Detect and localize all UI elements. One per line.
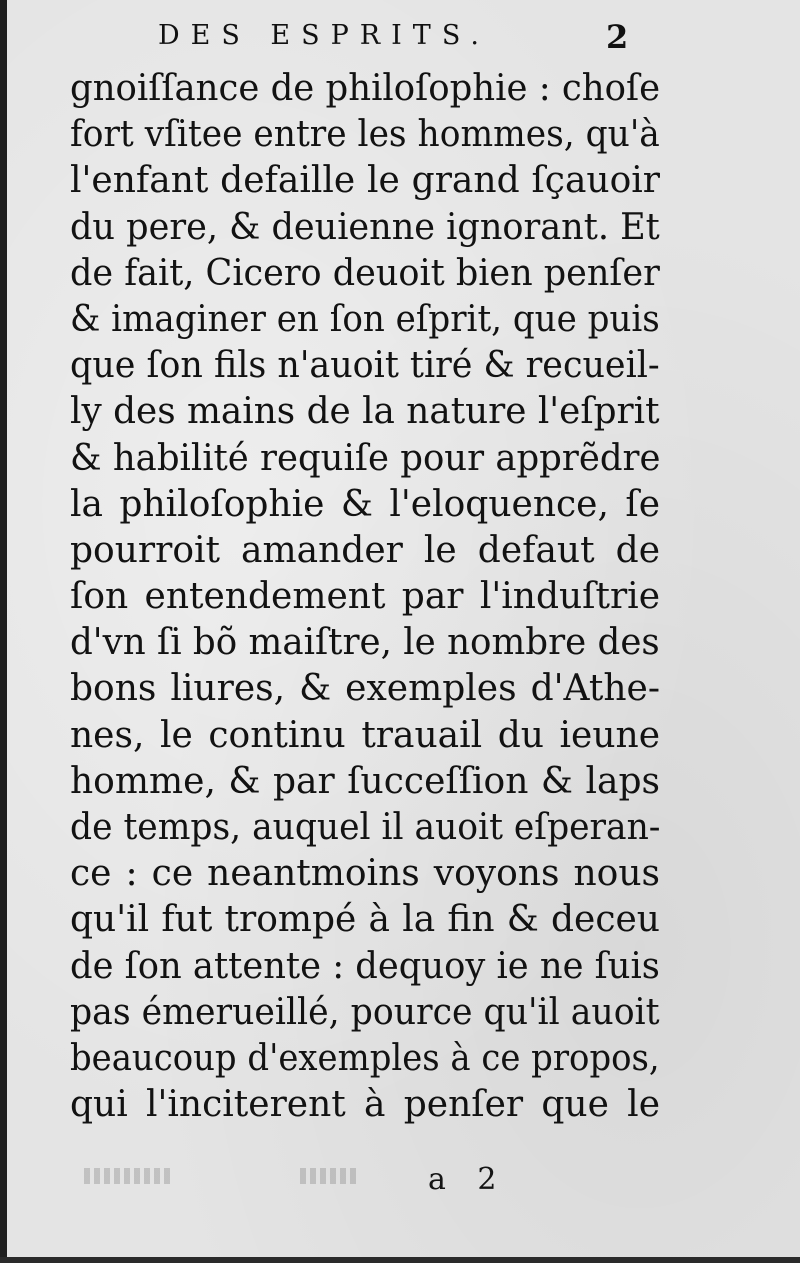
- text-line: ſon entendement par l'induſtrie: [70, 576, 660, 618]
- text-line: & imaginer en ſon eſprit, que puis: [70, 298, 660, 340]
- page-number: 2: [606, 18, 629, 56]
- text-line: de temps, auquel il auoit eſperan-: [70, 807, 661, 848]
- text-line: pas émerueillé, pource qu'il auoit: [70, 991, 660, 1033]
- page-header: [0, 18, 800, 58]
- text-line: beaucoup d'exemples à ce propos,: [70, 1037, 660, 1079]
- text-line: qu'il fut trompé à la fin & deceu: [70, 899, 660, 941]
- signature-mark: a 2: [428, 1162, 497, 1197]
- show-through-text: [300, 1168, 360, 1184]
- running-head: DES ESPRITS.: [158, 20, 490, 51]
- text-line: d'vn ſi bõ maiſtre, le nombre des: [70, 622, 660, 664]
- text-line: & habilité requiſe pour apprẽdre: [70, 437, 661, 479]
- text-line: de ſon attente : dequoy ie ne ſuis: [70, 945, 660, 987]
- text-line: nes, le continu trauail du ieune: [70, 714, 660, 756]
- show-through-text: [84, 1168, 174, 1184]
- page-edge-shadow: [0, 0, 7, 1263]
- text-line: ly des mains de la nature l'eſprit: [70, 391, 660, 433]
- text-line: homme, & par ſucceſſion & laps: [70, 760, 660, 802]
- text-line: du pere, & deuienne ignorant. Et: [70, 206, 660, 248]
- text-line: de fait, Cicero deuoit bien penſer: [70, 252, 660, 294]
- text-line: pourroit amander le defaut de: [70, 529, 660, 571]
- text-line: l'enfant defaille le grand ſçauoir: [70, 160, 660, 202]
- text-line: bons liures, & exemples d'Athe-: [70, 668, 660, 710]
- text-line: que ſon fils n'auoit tiré & recueil-: [70, 345, 660, 387]
- text-line: fort vſitee entre les hommes, qu'à: [70, 114, 660, 156]
- text-line: ce : ce neantmoins voyons nous: [70, 853, 660, 895]
- text-line: gnoiſſance de philoſophie : choſe: [70, 68, 661, 109]
- text-line: qui l'inciterent à penſer que le: [70, 1084, 660, 1126]
- body-text: [70, 66, 660, 1128]
- text-line: la philoſophie & l'eloquence, ſe: [70, 483, 660, 525]
- page-bottom-edge: [0, 1257, 800, 1263]
